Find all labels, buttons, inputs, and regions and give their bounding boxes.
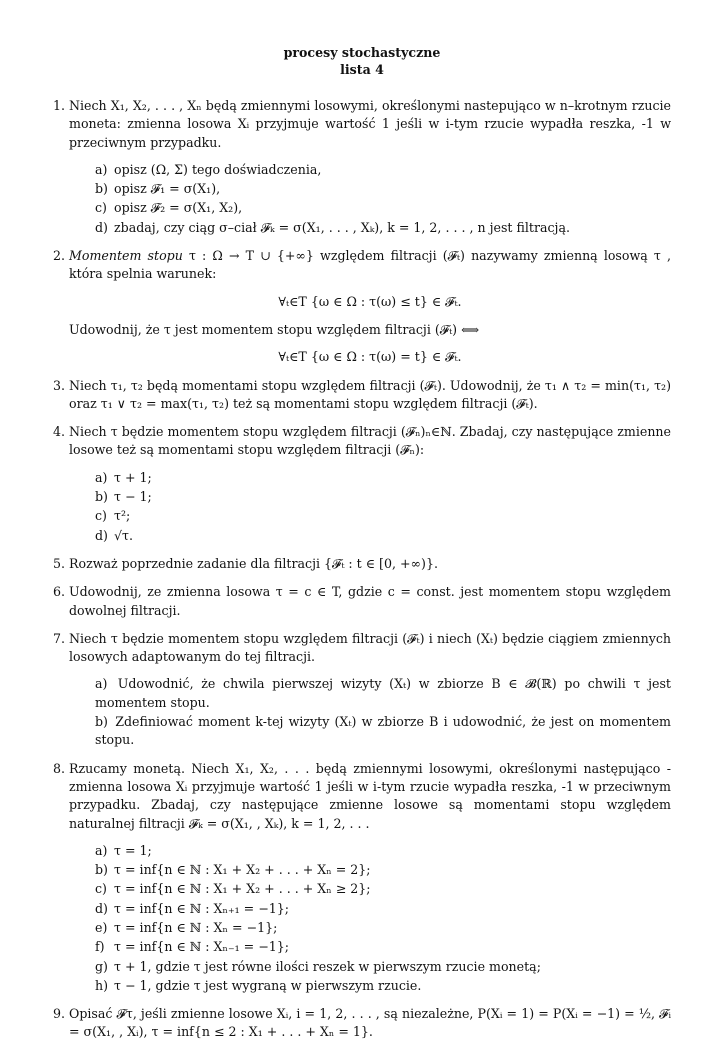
list-item — [95, 199, 671, 217]
list-item — [95, 919, 671, 937]
problem-number: 1. — [53, 98, 66, 113]
list-item — [95, 527, 671, 545]
item-label: c) — [95, 881, 107, 897]
item-text: τ = inf{n ∈ ℕ : X₁ + X₂ + . . . + Xₙ = 2}; — [114, 862, 371, 878]
problem-text: Rzucamy monetą. Niech X₁, X₂, . . . będą zmiennymi losowymi, określonymi następująco - zmienna losowa Xᵢ przyjmuje wartość 1 jeśli w i-tym rzucie wypadła reszka, -1 w przeciwnym przypadku. Zbadaj, czy następujące zmienne losowe są momentami stopu względem naturalnej filtracji 𝓕ₖ = σ(X₁, , Xₖ), k = 1, 2, . . . — [69, 760, 671, 831]
subitem-list — [69, 161, 671, 237]
item-label: b) — [95, 181, 108, 197]
item-label: h) — [95, 977, 109, 993]
display-formula-1: ∀ₜ∈T {ω ∈ Ω : τ(ω) ≤ t} ∈ 𝓕ₜ. — [278, 293, 462, 309]
problem-number: 4. — [53, 424, 66, 440]
problem-number: 6. — [53, 584, 66, 600]
document-title — [53, 44, 671, 78]
item-label: c) — [95, 508, 107, 524]
title-line-1: procesy stochastyczne — [283, 45, 441, 60]
item-label: e) — [95, 919, 108, 935]
item-text: τ = inf{n ∈ ℕ : Xₙ₋₁ = −1}; — [114, 939, 290, 955]
item-text: zbadaj, czy ciąg σ–ciał 𝓕ₖ = σ(X₁, . . . , Xₖ), k = 1, 2, . . . , n jest filtracją. — [114, 219, 570, 235]
item-text: τ²; — [114, 508, 131, 524]
list-item — [95, 219, 671, 237]
item-text: τ + 1; — [114, 469, 152, 485]
item-label: d) — [95, 219, 108, 235]
problem-number: 2. — [53, 248, 66, 264]
list-item — [95, 507, 671, 525]
problem-text: Niech τ będzie momentem stopu względem filtracji (𝓕ₙ)ₙ∈ℕ. Zbadaj, czy następujące zmienne losowe też są momentami stopu względem filtracji (𝓕ₙ): — [69, 424, 671, 458]
list-item — [95, 900, 671, 918]
item-label: a) — [95, 161, 108, 177]
list-item — [95, 880, 671, 898]
list-item — [95, 161, 671, 179]
item-label: b) — [95, 862, 108, 878]
item-text: τ − 1; — [114, 489, 152, 505]
problem-text: Niech τ₁, τ₂ będą momentami stopu względem filtracji (𝓕ₜ). Udowodnij, że τ₁ ∧ τ₂ = min(τ₁, τ₂) oraz τ₁ ∨ τ₂ = max(τ₁, τ₂) też są momentami stopu względem filtracji (𝓕ₜ). — [69, 377, 671, 411]
subitem-list — [69, 675, 671, 749]
list-item — [95, 713, 671, 750]
list-item — [95, 861, 671, 879]
document-page — [53, 44, 671, 1052]
problem-text: Udowodnij, ze zmienna losowa τ = c ∈ T, gdzie c = const. jest momentem stopu względem dowolnej filtracji. — [69, 584, 671, 618]
item-label: a) — [95, 676, 108, 692]
problem-6 — [53, 583, 671, 620]
item-text: Zdefiniować moment k-tej wizyty (Xₜ) w zbiorze B i udowodnić, że jest on momentem stopu. — [95, 714, 671, 748]
item-text: opisz (Ω, Σ) tego doświadczenia, — [114, 161, 322, 177]
list-item — [95, 675, 671, 712]
item-text: Udowodnić, że chwila pierwszej wizyty (Xₜ) w zbiorze B ∈ 𝓑(ℝ) po chwili τ jest momentem stopu. — [95, 676, 671, 710]
item-label: b) — [95, 714, 108, 730]
item-text: opisz 𝓕₁ = σ(X₁), — [114, 181, 221, 197]
problem-8 — [53, 760, 671, 996]
problem-text — [69, 247, 671, 284]
item-text: τ = inf{n ∈ ℕ : Xₙ₊₁ = −1}; — [114, 900, 290, 916]
problem-number: 7. — [53, 630, 66, 646]
item-text: opisz 𝓕₂ = σ(X₁, X₂), — [114, 200, 243, 216]
item-text: τ = 1; — [114, 842, 152, 858]
item-label: a) — [95, 842, 108, 858]
problem-number: 5. — [53, 555, 66, 571]
problem-4 — [53, 423, 671, 545]
problem-text: Opisać 𝓕τ, jeśli zmienne losowe Xᵢ, i = 1, 2, . . . , są niezależne, P(Xᵢ = 1) = P(Xᵢ = −1) = ½, 𝓕ᵢ = σ(X₁, , Xᵢ), τ = inf{n ≤ 2 : X₁ + . . . + Xₙ = 1}. — [69, 1006, 671, 1040]
subitem-list — [69, 469, 671, 545]
defined-term: Momentem stopu — [69, 248, 183, 264]
list-item — [95, 488, 671, 506]
problem-5 — [53, 555, 671, 573]
problem-number: 3. — [53, 377, 66, 393]
item-text: τ + 1, gdzie τ jest równe ilości reszek w pierwszym rzucie monetą; — [114, 958, 541, 974]
item-label: f) — [95, 939, 105, 955]
definition-text: τ : Ω → T ∪ {+∞} względem filtracji (𝓕ₜ) nazywamy zmienną losową τ , która spelnia warunek: — [69, 248, 671, 282]
problem-number: 8. — [53, 760, 66, 776]
item-label: g) — [95, 958, 108, 974]
title-line-2: lista 4 — [340, 62, 384, 77]
list-item — [95, 180, 671, 198]
problem-list — [53, 97, 671, 1042]
item-text: √τ. — [114, 527, 134, 543]
problem-text: Rozważ poprzednie zadanie dla filtracji {𝓕ₜ : t ∈ [0, +∞)}. — [69, 555, 438, 571]
problem-middle-text: Udowodnij, że τ jest momentem stopu względem filtracji (𝓕ₜ) ⟺ — [69, 321, 480, 337]
problem-text: Niech X₁, X₂, . . . , Xₙ będą zmiennymi losowymi, określonymi nastepująco w n–krotnym rzucie moneta: zmienna losowa Xᵢ przyjmuje wartość 1 jeśli w i-tym rzucie wypadła reszka, -1 w przeciwnym przypadku. — [69, 98, 671, 150]
list-item — [95, 938, 671, 956]
problem-text: Niech τ będzie momentem stopu względem filtracji (𝓕ₜ) i niech (Xₜ) będzie ciągiem zmiennych losowych adaptowanym do tej filtracji. — [69, 630, 671, 665]
item-label: d) — [95, 900, 108, 916]
list-item — [95, 842, 671, 860]
problem-7 — [53, 630, 671, 750]
item-label: d) — [95, 527, 108, 543]
item-text: τ − 1, gdzie τ jest wygraną w pierwszym rzucie. — [114, 977, 422, 993]
problem-9 — [53, 1005, 671, 1042]
item-label: c) — [95, 200, 107, 216]
problem-1 — [53, 97, 671, 237]
list-item — [95, 469, 671, 487]
item-label: a) — [95, 469, 108, 485]
item-text: τ = inf{n ∈ ℕ : Xₙ = −1}; — [114, 919, 278, 935]
list-item — [95, 958, 671, 976]
subitem-list — [69, 842, 671, 995]
problem-2 — [53, 247, 671, 366]
problem-3 — [53, 377, 671, 414]
display-formula-2: ∀ₜ∈T {ω ∈ Ω : τ(ω) = t} ∈ 𝓕ₜ. — [278, 349, 462, 365]
list-item — [95, 977, 671, 995]
item-text: τ = inf{n ∈ ℕ : X₁ + X₂ + . . . + Xₙ ≥ 2}; — [114, 881, 371, 897]
problem-number: 9. — [53, 1006, 66, 1022]
item-label: b) — [95, 489, 108, 505]
